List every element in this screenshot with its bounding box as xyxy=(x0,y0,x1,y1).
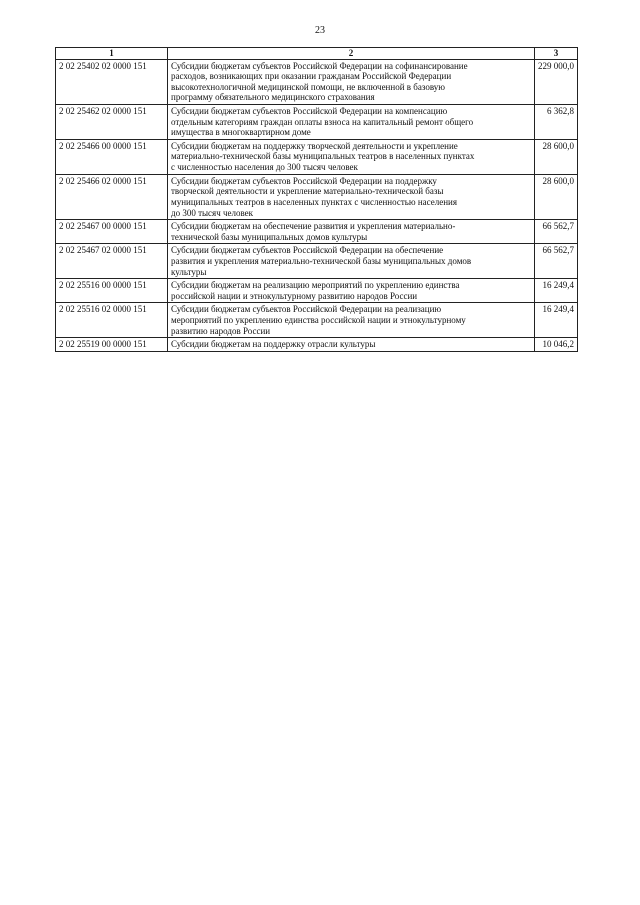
amount-cell: 66 562,7 xyxy=(535,220,578,244)
description-line: Субсидии бюджетам субъектов Российской Федерации на поддержку xyxy=(171,175,437,186)
description-cell xyxy=(168,244,535,279)
description-line: Субсидии бюджетам субъектов Российской Федерации на софинансирование xyxy=(171,60,468,71)
description-cell xyxy=(168,59,535,104)
description-line: Субсидии бюджетам на поддержку отрасли культуры xyxy=(171,339,376,350)
description-cell xyxy=(168,338,535,352)
budget-code-cell: 2 02 25467 00 0000 151 xyxy=(56,220,168,244)
budget-code-cell: 2 02 25402 02 0000 151 xyxy=(56,59,168,104)
table-row xyxy=(56,59,578,104)
description-cell xyxy=(168,105,535,140)
description-line: до 300 тысяч человек xyxy=(171,207,254,218)
amount-cell: 16 249,4 xyxy=(535,279,578,303)
amount-cell: 28 600,0 xyxy=(535,139,578,174)
description-line: с численностью населения до 300 тысяч человек xyxy=(171,162,358,173)
budget-code-cell: 2 02 25516 02 0000 151 xyxy=(56,303,168,338)
table-row xyxy=(56,220,578,244)
description-line: расходов, возникающих при оказании гражданам Российской Федерации xyxy=(171,71,452,82)
description-line: мероприятий по укреплению единства российской нации и этнокультурному xyxy=(171,315,466,326)
description-line: Субсидии бюджетам на реализацию мероприятий по укреплению единства xyxy=(171,280,460,291)
table-row xyxy=(56,244,578,279)
description-line: отдельным категориям граждан оплаты взноса на капитальный ремонт общего xyxy=(171,116,474,127)
table-row xyxy=(56,139,578,174)
amount-cell: 10 046,2 xyxy=(535,338,578,352)
description-line: российской нации и этнокультурному развитию народов России xyxy=(171,290,418,301)
description-cell xyxy=(168,303,535,338)
description-line: имущества в многоквартирном доме xyxy=(171,127,311,138)
amount-cell: 6 362,8 xyxy=(535,105,578,140)
description-cell xyxy=(168,174,535,219)
description-line: Субсидии бюджетам субъектов Российской Федерации на реализацию xyxy=(171,304,442,315)
table-row xyxy=(56,338,578,352)
description-line: Субсидии бюджетам на обеспечение развития и укрепления материально- xyxy=(171,221,456,232)
description-line: развитию народов России xyxy=(171,325,271,336)
budget-table xyxy=(55,47,578,352)
amount-cell: 28 600,0 xyxy=(535,174,578,219)
amount-cell: 229 000,0 xyxy=(535,59,578,104)
description-line: технической базы муниципальных домов культуры xyxy=(171,231,368,242)
page-number: 23 xyxy=(315,25,325,36)
column-header-description: 2 xyxy=(168,48,535,60)
budget-code-cell: 2 02 25462 02 0000 151 xyxy=(56,105,168,140)
budget-code-cell: 2 02 25466 02 0000 151 xyxy=(56,174,168,219)
amount-cell: 66 562,7 xyxy=(535,244,578,279)
budget-code-cell: 2 02 25519 00 0000 151 xyxy=(56,338,168,352)
amount-cell: 16 249,4 xyxy=(535,303,578,338)
description-cell xyxy=(168,139,535,174)
column-header-amount: 3 xyxy=(535,48,578,60)
table-header-row xyxy=(56,48,578,60)
table-row xyxy=(56,105,578,140)
description-line: материально-технической базы муниципальных театров в населенных пунктах xyxy=(171,151,475,162)
budget-code-cell: 2 02 25467 02 0000 151 xyxy=(56,244,168,279)
description-line: развития и укрепления материально-технической базы муниципальных домов xyxy=(171,255,472,266)
column-header-code: 1 xyxy=(56,48,168,60)
description-line: высокотехнологичной медицинской помощи, не включенной в базовую xyxy=(171,81,445,92)
description-line: Субсидии бюджетам субъектов Российской Федерации на обеспечение xyxy=(171,245,444,256)
description-line: культуры xyxy=(171,266,207,277)
budget-code-cell: 2 02 25466 00 0000 151 xyxy=(56,139,168,174)
table-row xyxy=(56,174,578,219)
description-line: муниципальных театров в населенных пунктах с численностью населения xyxy=(171,196,458,207)
description-line: творческой деятельности и укрепление материально-технической базы xyxy=(171,186,444,197)
table-row xyxy=(56,279,578,303)
table-row xyxy=(56,303,578,338)
budget-code-cell: 2 02 25516 00 0000 151 xyxy=(56,279,168,303)
description-line: Субсидии бюджетам субъектов Российской Федерации на компенсацию xyxy=(171,106,448,117)
table-body xyxy=(56,59,578,351)
description-line: Субсидии бюджетам на поддержку творческой деятельности и укрепление xyxy=(171,140,458,151)
description-line: программу обязательного медицинского страхования xyxy=(171,92,375,103)
description-cell xyxy=(168,279,535,303)
description-cell xyxy=(168,220,535,244)
